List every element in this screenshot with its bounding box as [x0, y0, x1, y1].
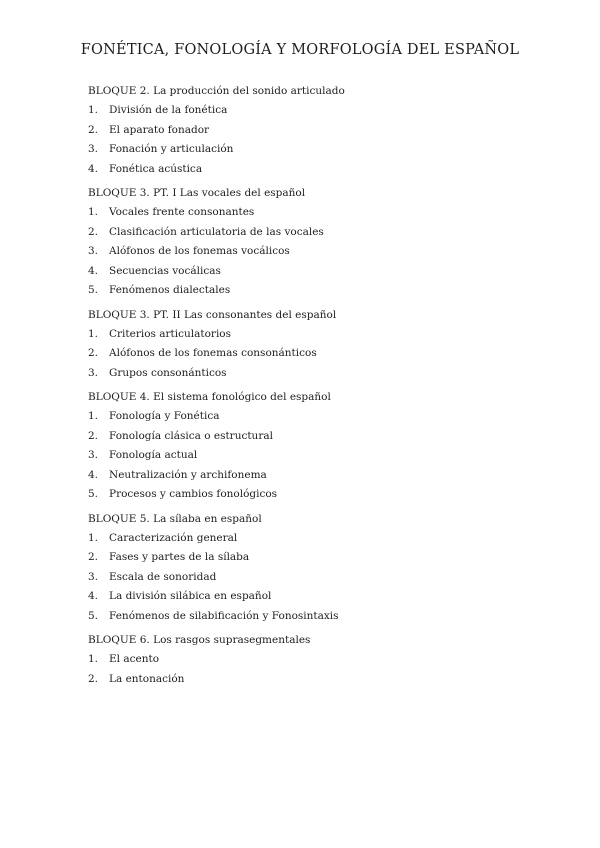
item-number: 2.: [88, 123, 99, 136]
item-number: 2.: [88, 429, 99, 442]
list-item: [88, 568, 528, 588]
item-number: 1.: [88, 206, 99, 218]
list-item: [88, 427, 528, 447]
item-label: Secuencias vocálicas: [109, 264, 221, 277]
list-item: [88, 466, 528, 486]
item-label: División de la fonética: [109, 104, 228, 116]
list-item: [88, 203, 528, 223]
item-number: 4.: [88, 468, 99, 481]
list-item: [88, 446, 528, 466]
item-number: 1.: [88, 653, 99, 665]
syllabus-content: [88, 83, 528, 689]
item-number: 4.: [88, 264, 99, 277]
item-label: Caracterización general: [109, 531, 238, 544]
section-heading: BLOQUE 5. La sílaba en español: [88, 512, 262, 525]
section-item-list: [88, 325, 528, 384]
item-label: Alófonos de los fonemas consonánticos: [109, 347, 317, 359]
item-label: Fenómenos de silabificación y Fonosintaxis: [109, 609, 339, 622]
item-number: 5.: [88, 284, 99, 296]
list-item: [88, 121, 528, 141]
syllabus-section: [88, 83, 528, 179]
section-item-list: [88, 529, 528, 627]
item-number: 3.: [88, 366, 99, 379]
list-item: [88, 262, 528, 282]
item-number: 5.: [88, 488, 99, 500]
list-item: [88, 325, 528, 345]
item-number: 3.: [88, 143, 99, 155]
document-title: FONÉTICA, FONOLOGÍA Y MORFOLOGÍA DEL ESPAÑOL: [80, 42, 520, 58]
list-item: [88, 670, 528, 690]
item-number: 1.: [88, 531, 99, 544]
item-label: Criterios articulatorios: [109, 327, 232, 340]
item-number: 1.: [88, 410, 99, 422]
item-label: Fonología y Fonética: [109, 410, 220, 422]
item-label: Fonología actual: [109, 449, 198, 461]
item-number: 3.: [88, 449, 99, 461]
section-heading: BLOQUE 3. PT. I Las vocales del español: [88, 187, 306, 199]
section-item-list: [88, 407, 528, 505]
syllabus-section: [88, 389, 528, 505]
item-number: 2.: [88, 672, 99, 685]
item-number: 4.: [88, 162, 99, 175]
item-number: 2.: [88, 347, 99, 359]
item-label: Neutralización y archifonema: [109, 468, 267, 481]
list-item: [88, 587, 528, 607]
item-label: Fases y partes de la sílaba: [109, 551, 250, 563]
item-number: 1.: [88, 327, 99, 340]
list-item: [88, 242, 528, 262]
section-item-list: [88, 203, 528, 301]
syllabus-section: [88, 307, 528, 384]
item-label: El aparato fonador: [109, 123, 210, 136]
list-item: [88, 529, 528, 549]
syllabus-section: [88, 632, 528, 689]
list-item: [88, 281, 528, 301]
item-number: 2.: [88, 551, 99, 563]
item-label: Clasificación articulatoria de las vocales: [109, 225, 324, 238]
section-heading: BLOQUE 2. La producción del sonido articulado: [88, 85, 345, 97]
section-heading: BLOQUE 4. El sistema fonológico del español: [88, 391, 331, 403]
section-item-list: [88, 101, 528, 179]
item-number: 4.: [88, 590, 99, 602]
item-label: Fonación y articulación: [109, 143, 234, 155]
item-label: Alófonos de los fonemas vocálicos: [109, 245, 290, 257]
list-item: [88, 407, 528, 427]
syllabus-section: [88, 185, 528, 301]
list-item: [88, 548, 528, 568]
list-item: [88, 344, 528, 364]
section-heading: BLOQUE 3. PT. II Las consonantes del español: [88, 308, 337, 321]
section-item-list: [88, 650, 528, 689]
item-label: El acento: [109, 653, 160, 665]
item-label: Fenómenos dialectales: [109, 284, 231, 296]
item-number: 1.: [88, 104, 99, 116]
item-label: Escala de sonoridad: [109, 570, 217, 583]
list-item: [88, 485, 528, 505]
list-item: [88, 160, 528, 180]
item-label: Vocales frente consonantes: [109, 206, 255, 218]
item-number: 5.: [88, 609, 99, 622]
list-item: [88, 607, 528, 627]
item-label: Fonología clásica o estructural: [109, 429, 273, 442]
list-item: [88, 101, 528, 121]
list-item: [88, 364, 528, 384]
item-label: La entonación: [109, 672, 185, 685]
item-number: 3.: [88, 245, 99, 257]
item-label: Fonética acústica: [109, 162, 203, 175]
list-item: [88, 650, 528, 670]
section-heading: BLOQUE 6. Los rasgos suprasegmentales: [88, 634, 311, 646]
item-label: Procesos y cambios fonológicos: [109, 488, 278, 500]
list-item: [88, 223, 528, 243]
syllabus-section: [88, 511, 528, 627]
list-item: [88, 140, 528, 160]
item-number: 3.: [88, 570, 99, 583]
item-number: 2.: [88, 225, 99, 238]
item-label: Grupos consonánticos: [109, 366, 227, 379]
item-label: La división silábica en español: [109, 590, 272, 602]
